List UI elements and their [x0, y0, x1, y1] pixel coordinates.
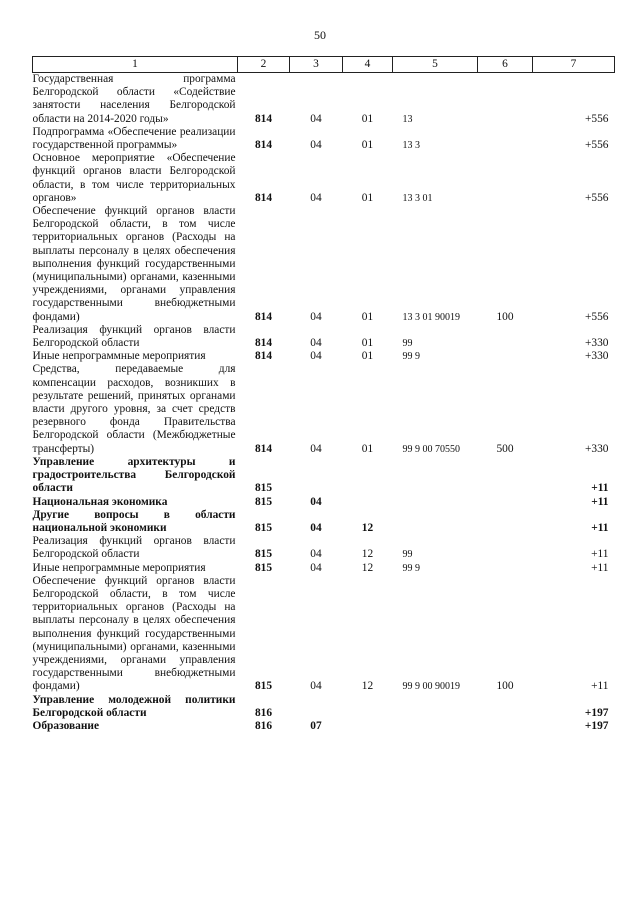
subsection-code: 12: [361, 521, 374, 534]
table-row: [33, 73, 615, 126]
section-code: 04: [310, 495, 322, 508]
row-name: Обеспечение функций органов власти Белгородской области, в том числе территориальных органов (Расходы на выплаты персоналу в целях обеспечения выполнения функций государственными (муниципальными) органами, казенными учреждениями, органами управления государственными внебюджетными фондами): [32, 205, 236, 323]
expense-type-code: 100: [496, 680, 514, 693]
amount: +11: [591, 482, 609, 495]
table-row: [33, 535, 615, 561]
section-code: 04: [310, 442, 322, 455]
table-row: [33, 694, 615, 720]
table-row: [33, 126, 615, 152]
section-code: 04: [310, 521, 322, 534]
expense-type-code: [478, 694, 533, 720]
amount: +330: [584, 337, 609, 350]
table-header: [33, 57, 615, 73]
row-name: Государственная программа Белгородской области «Содействие занятости населения Белгородской области на 2014-2020 годы»: [32, 73, 236, 125]
amount: +330: [584, 350, 609, 363]
section-code: 04: [310, 350, 322, 363]
column-header-2: 2: [238, 57, 290, 73]
row-name: Другие вопросы в области национальной экономики: [32, 508, 236, 534]
column-header-5: 5: [393, 57, 478, 73]
row-name: Образование: [32, 719, 100, 732]
column-header-7: 7: [533, 57, 615, 73]
section-code: 04: [310, 548, 322, 561]
section-code: 04: [310, 139, 322, 152]
ministry-code: 815: [254, 548, 273, 561]
table-row: [33, 509, 615, 535]
target-article-code: [393, 496, 478, 509]
target-article-code: 99 9: [402, 351, 420, 363]
subsection-code: 12: [361, 561, 374, 574]
expense-type-code: [478, 73, 533, 126]
ministry-code: 815: [254, 495, 273, 508]
subsection-code: [343, 496, 393, 509]
section-code: 04: [310, 310, 322, 323]
expense-type-code: [478, 720, 533, 733]
table-body: [33, 73, 615, 734]
target-article-code: 99 9 00 90019: [402, 681, 460, 693]
ministry-code: 814: [254, 337, 273, 350]
expense-type-code: [478, 562, 533, 575]
expense-type-code: [478, 509, 533, 535]
amount: +11: [591, 548, 609, 561]
table-row: [33, 324, 615, 350]
budget-table: [32, 56, 615, 733]
subsection-code: 01: [361, 442, 374, 455]
ministry-code: 814: [254, 442, 273, 455]
section-code: [290, 694, 343, 720]
row-name: Реализация функций органов власти Белгородской области: [32, 535, 236, 561]
row-name: Управление архитектуры и градостроительства Белгородской области: [32, 455, 236, 495]
table-row: [33, 562, 615, 575]
table-row: [33, 496, 615, 509]
row-name: Основное мероприятие «Обеспечение функций органов власти Белгородской области, в том числе территориальных органов»: [32, 152, 236, 204]
ministry-code: 815: [254, 680, 273, 693]
subsection-code: [343, 456, 393, 496]
subsection-code: 12: [361, 680, 374, 693]
table-row: [33, 456, 615, 496]
amount: +11: [591, 680, 609, 693]
table-row: [33, 152, 615, 205]
row-name: Средства, передаваемые для компенсации расходов, возникших в результате решений, принятых органами власти другого уровня, за счет средств резервного фонда Правительства Белгородской области (Межбюджетные трансферты): [32, 363, 236, 455]
expense-type-code: [478, 535, 533, 561]
amount: +197: [584, 719, 609, 732]
amount: +330: [584, 442, 609, 455]
table-row: [33, 720, 615, 733]
table-row: [33, 205, 615, 324]
expense-type-code: [478, 350, 533, 363]
target-article-code: [393, 720, 478, 733]
ministry-code: 816: [254, 706, 273, 719]
target-article-code: [393, 456, 478, 496]
header-row: [33, 57, 615, 73]
subsection-code: 01: [361, 350, 374, 363]
ministry-code: 814: [254, 139, 273, 152]
expense-type-code: [478, 456, 533, 496]
row-name: Управление молодежной политики Белгородской области: [32, 693, 236, 719]
amount: +11: [591, 495, 609, 508]
amount: +556: [584, 191, 609, 204]
section-code: 04: [310, 337, 322, 350]
subsection-code: 01: [361, 310, 374, 323]
subsection-code: 12: [361, 548, 374, 561]
amount: +556: [584, 139, 609, 152]
ministry-code: 814: [254, 350, 273, 363]
target-article-code: 99 9 00 70550: [402, 443, 460, 455]
table-row: [33, 363, 615, 455]
row-name: Обеспечение функций органов власти Белгородской области, в том числе территориальных органов (Расходы на выплаты персоналу в целях обеспечения выполнения функций государственными (муниципальными) органами, казенными учреждениями, органами управления государственными внебюджетными фондами): [32, 574, 236, 693]
expense-type-code: [478, 126, 533, 152]
column-header-6: 6: [478, 57, 533, 73]
row-name: Национальная экономика: [32, 495, 168, 508]
target-article-code: 13 3 01: [402, 192, 433, 204]
row-name: Иные непрограммные мероприятия: [32, 350, 206, 363]
target-article-code: 13 3 01 90019: [402, 311, 460, 323]
subsection-code: 01: [361, 112, 374, 125]
row-name: Реализация функций органов власти Белгородской области: [32, 323, 236, 350]
amount: +197: [584, 706, 609, 719]
ministry-code: 814: [254, 191, 273, 204]
page-number: 50: [314, 28, 326, 42]
target-article-code: [393, 694, 478, 720]
section-code: 04: [310, 112, 322, 125]
target-article-code: 99 9: [402, 562, 420, 574]
table-row: [33, 575, 615, 694]
expense-type-code: 500: [496, 442, 514, 455]
section-code: 04: [310, 561, 322, 574]
table-row: [33, 350, 615, 363]
target-article-code: [393, 509, 478, 535]
subsection-code: 01: [361, 139, 374, 152]
ministry-code: 815: [254, 561, 273, 574]
section-code: 07: [310, 719, 322, 732]
target-article-code: 13: [402, 113, 413, 125]
section-code: 04: [310, 680, 322, 693]
ministry-code: 815: [254, 482, 273, 495]
subsection-code: 01: [361, 191, 374, 204]
section-code: 04: [310, 191, 322, 204]
row-name: Подпрограмма «Обеспечение реализации государственной программы»: [32, 125, 236, 152]
subsection-code: [343, 720, 393, 733]
target-article-code: 99: [402, 549, 413, 561]
ministry-code: 815: [254, 521, 273, 534]
expense-type-code: [478, 496, 533, 509]
amount: +11: [591, 561, 609, 574]
amount: +11: [591, 521, 609, 534]
subsection-code: 01: [361, 337, 374, 350]
column-header-3: 3: [290, 57, 343, 73]
row-name: Иные непрограммные мероприятия: [32, 561, 206, 574]
subsection-code: [343, 694, 393, 720]
column-header-1: 1: [33, 57, 238, 73]
ministry-code: 816: [254, 719, 273, 732]
ministry-code: 814: [254, 310, 273, 323]
column-header-4: 4: [343, 57, 393, 73]
amount: +556: [584, 310, 609, 323]
ministry-code: 814: [254, 112, 273, 125]
section-code: [290, 456, 343, 496]
expense-type-code: [478, 152, 533, 205]
target-article-code: 13 3: [402, 140, 420, 152]
target-article-code: 99: [402, 338, 413, 350]
expense-type-code: [478, 324, 533, 350]
expense-type-code: 100: [496, 310, 514, 323]
amount: +556: [584, 112, 609, 125]
